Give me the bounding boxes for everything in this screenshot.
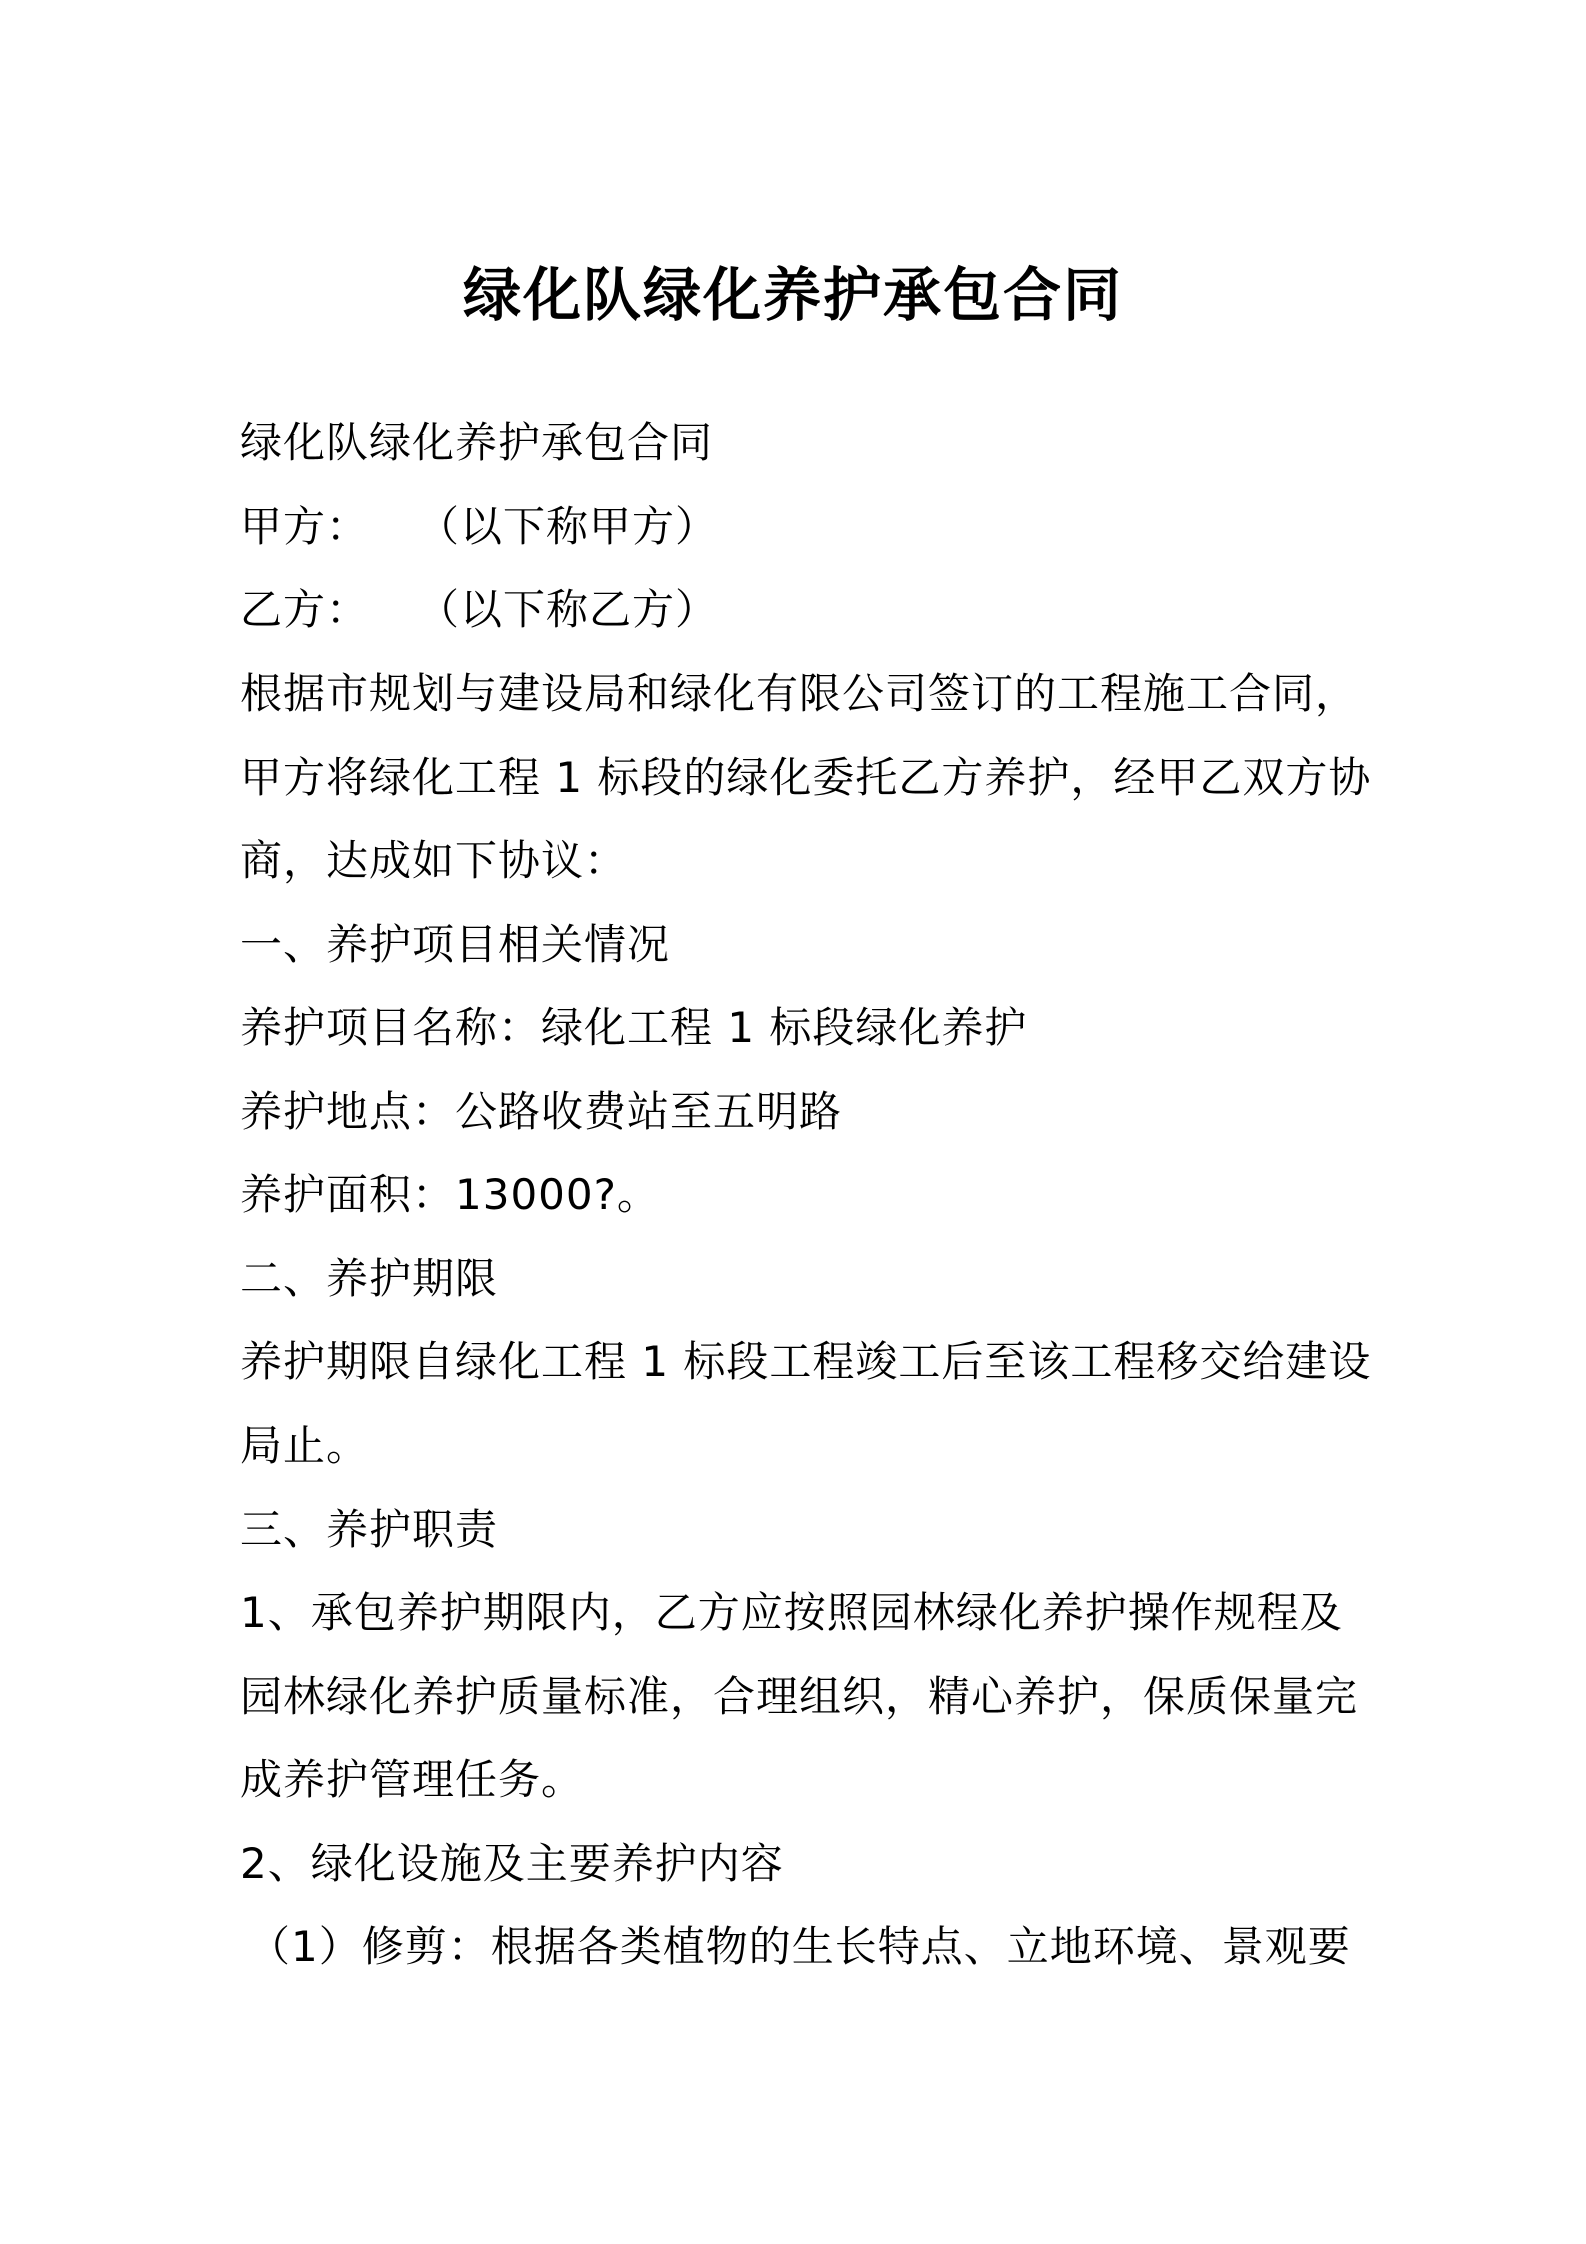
subsection-heading: 2、绿化设施及主要养护内容 xyxy=(240,1839,784,1888)
party-b-note: （以下称乙方） xyxy=(417,585,719,634)
party-b-line xyxy=(240,582,718,638)
paragraph-line: 甲方将绿化工程 1 标段的绿化委托乙方养护，经甲乙双方协 xyxy=(240,753,1372,802)
paragraph-line: 1、承包养护期限内，乙方应按照园林绿化养护操作规程及 xyxy=(240,1588,1343,1637)
section-heading: 二、养护期限 xyxy=(240,1254,499,1303)
project-name-line: 养护项目名称：绿化工程 1 标段绿化养护 xyxy=(240,1003,1028,1052)
project-location-line: 养护地点：公路收费站至五明路 xyxy=(240,1087,843,1136)
paragraph-line: （1）修剪：根据各类植物的生长特点、立地环境、景观要 xyxy=(248,1922,1351,1971)
subtitle-line: 绿化队绿化养护承包合同 xyxy=(240,418,714,467)
paragraph-line: 商，达成如下协议： xyxy=(240,836,628,885)
paragraph-line: 园林绿化养护质量标准，合理组织，精心养护，保质保量完 xyxy=(240,1672,1359,1721)
paragraph-line: 成养护管理任务。 xyxy=(240,1755,585,1804)
party-a-label: 甲方： xyxy=(240,502,370,551)
paragraph-line: 局止。 xyxy=(240,1421,370,1470)
party-a-note: （以下称甲方） xyxy=(417,502,719,551)
paragraph-line: 养护期限自绿化工程 1 标段工程竣工后至该工程移交给建设 xyxy=(240,1337,1372,1386)
section-heading: 三、养护职责 xyxy=(240,1505,499,1554)
project-area-line: 养护面积：13000?。 xyxy=(240,1170,660,1219)
paragraph-line: 根据市规划与建设局和绿化有限公司签订的工程施工合同， xyxy=(240,669,1359,718)
party-b-label: 乙方： xyxy=(240,585,370,634)
section-heading: 一、养护项目相关情况 xyxy=(240,920,671,969)
document-title: 绿化队绿化养护承包合同 xyxy=(462,261,1123,329)
party-a-line xyxy=(240,499,718,555)
